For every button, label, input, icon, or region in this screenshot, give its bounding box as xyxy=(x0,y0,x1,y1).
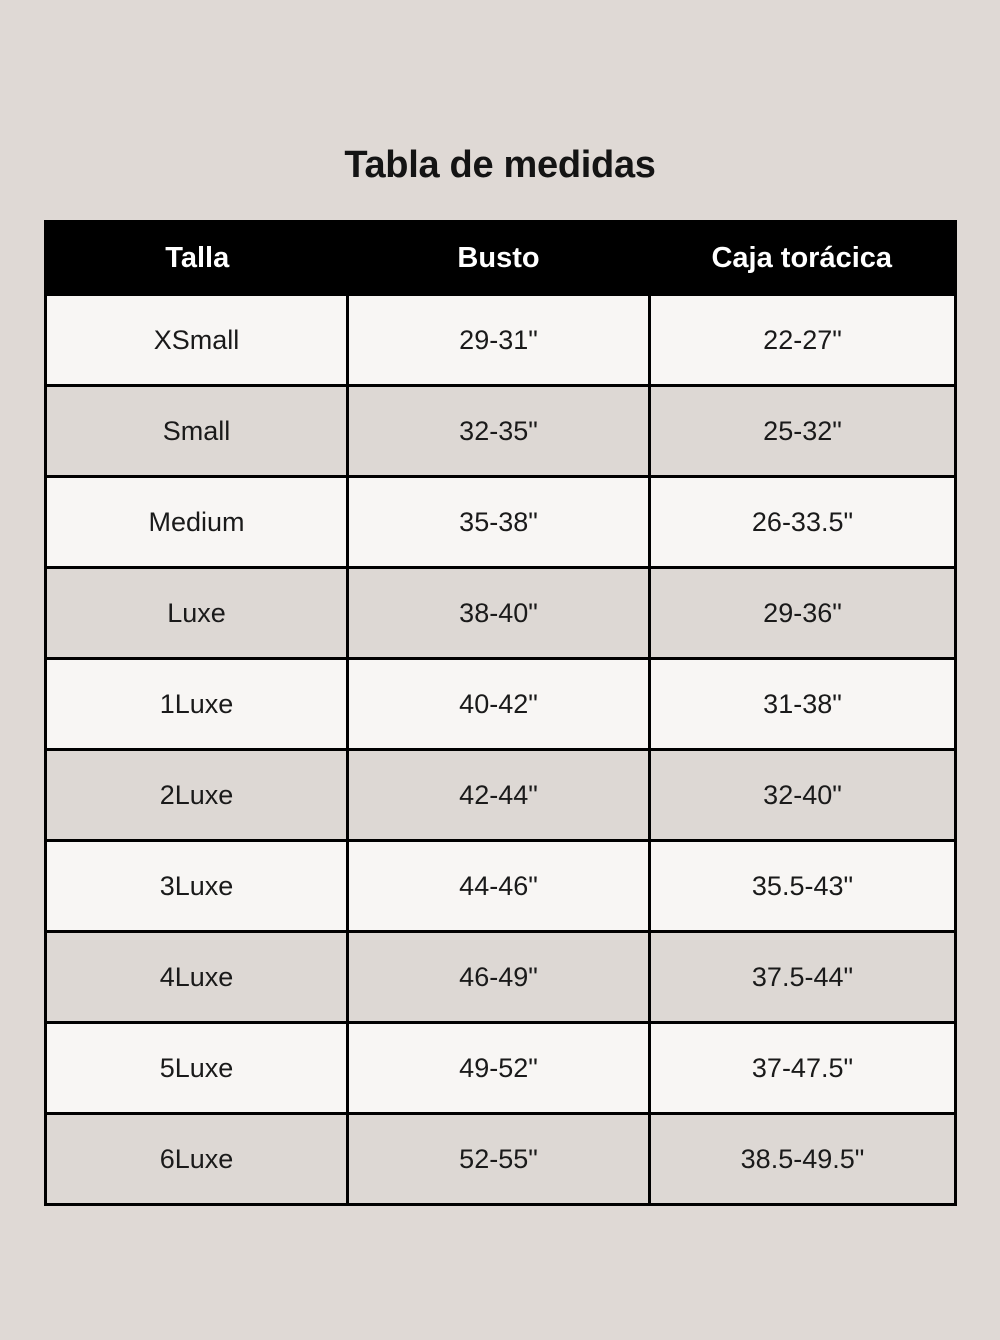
cell-busto: 35-38" xyxy=(348,477,650,568)
size-chart-table xyxy=(44,220,957,1206)
table-row xyxy=(46,659,956,750)
table-row xyxy=(46,841,956,932)
cell-busto: 32-35" xyxy=(348,386,650,477)
table-row xyxy=(46,1114,956,1205)
header-busto: Busto xyxy=(348,222,650,295)
cell-caja-toracica: 32-40" xyxy=(650,750,956,841)
cell-talla: Small xyxy=(46,386,348,477)
cell-busto: 40-42" xyxy=(348,659,650,750)
cell-caja-toracica: 25-32" xyxy=(650,386,956,477)
table-row xyxy=(46,932,956,1023)
cell-talla: 5Luxe xyxy=(46,1023,348,1114)
table-body xyxy=(46,295,956,1205)
table-header xyxy=(46,222,956,295)
table-row xyxy=(46,568,956,659)
cell-busto: 44-46" xyxy=(348,841,650,932)
cell-talla: 2Luxe xyxy=(46,750,348,841)
cell-talla: XSmall xyxy=(46,295,348,386)
table-row xyxy=(46,1023,956,1114)
table-row xyxy=(46,386,956,477)
cell-caja-toracica: 26-33.5" xyxy=(650,477,956,568)
cell-busto: 42-44" xyxy=(348,750,650,841)
header-talla: Talla xyxy=(46,222,348,295)
cell-busto: 49-52" xyxy=(348,1023,650,1114)
cell-talla: 6Luxe xyxy=(46,1114,348,1205)
cell-busto: 29-31" xyxy=(348,295,650,386)
cell-busto: 46-49" xyxy=(348,932,650,1023)
cell-caja-toracica: 31-38" xyxy=(650,659,956,750)
cell-caja-toracica: 37-47.5" xyxy=(650,1023,956,1114)
cell-talla: 4Luxe xyxy=(46,932,348,1023)
header-row xyxy=(46,222,956,295)
page-title: Tabla de medidas xyxy=(344,144,656,186)
table-row xyxy=(46,750,956,841)
cell-caja-toracica: 38.5-49.5" xyxy=(650,1114,956,1205)
cell-talla: 1Luxe xyxy=(46,659,348,750)
cell-busto: 52-55" xyxy=(348,1114,650,1205)
header-caja-toracica: Caja torácica xyxy=(650,222,956,295)
cell-talla: Luxe xyxy=(46,568,348,659)
cell-talla: Medium xyxy=(46,477,348,568)
cell-caja-toracica: 35.5-43" xyxy=(650,841,956,932)
table-row xyxy=(46,477,956,568)
cell-busto: 38-40" xyxy=(348,568,650,659)
cell-caja-toracica: 22-27" xyxy=(650,295,956,386)
cell-talla: 3Luxe xyxy=(46,841,348,932)
cell-caja-toracica: 37.5-44" xyxy=(650,932,956,1023)
table-row xyxy=(46,295,956,386)
cell-caja-toracica: 29-36" xyxy=(650,568,956,659)
